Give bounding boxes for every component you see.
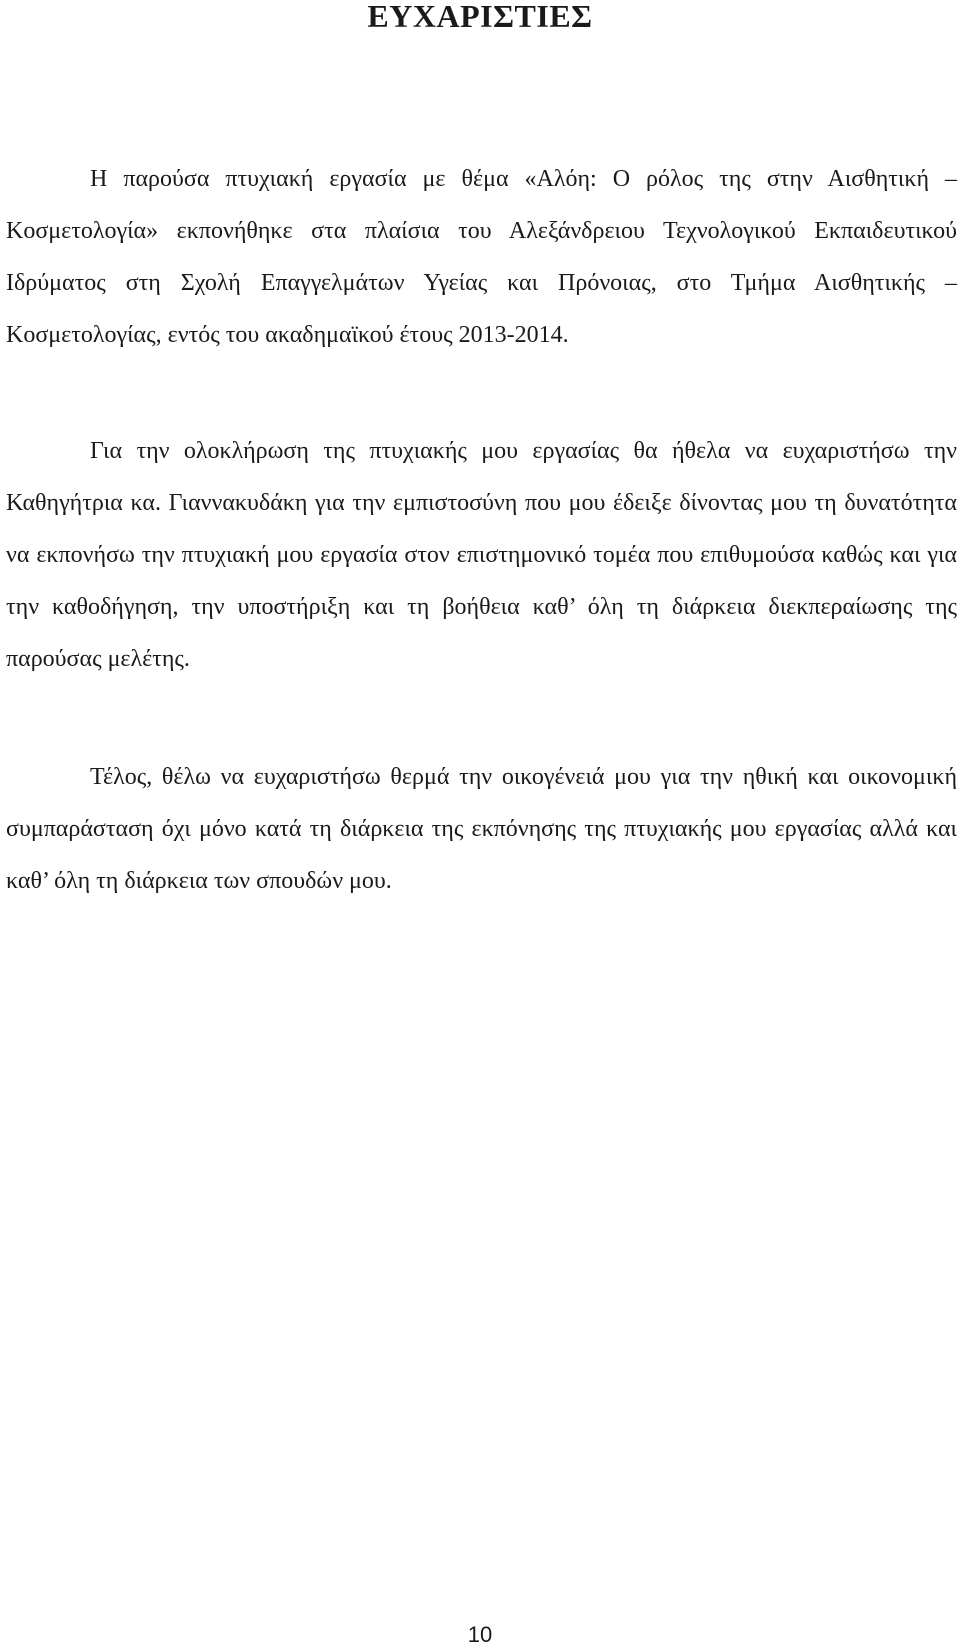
- paragraph-1: Η παρούσα πτυχιακή εργασία με θέμα «Αλόη: Ο ρόλος της στην Αισθητική – Κοσμετολογία» εκπονήθηκε στα πλαίσια του Αλεξάνδρειου Τεχνολογικού Εκπαιδευτικού Ιδρύματος στη Σχολή Επαγγελμάτων Υγείας και Πρόνοιας, στο Τμήμα Αισθητικής – Κοσμετολογίας, εντός του ακαδημαϊκού έτους 2013-2014.: [6, 166, 957, 348]
- paragraph-2: Για την ολοκλήρωση της πτυχιακής μου εργασίας θα ήθελα να ευχαριστήσω την Καθηγήτρια κα. Γιαννακυδάκη για την εμπιστοσύνη που μου έδειξε δίνοντας μου τη δυνατότητα να εκπονήσω την πτυχιακή μου εργασία στον επιστημονικό τομέα που επιθυμούσα καθώς και για την καθοδήγηση, την υποστήριξη και τη βοήθεια καθ’ όλη τη διάρκεια διεκπεραίωσης της παρούσας μελέτης.: [6, 438, 957, 672]
- page-title: ΕΥΧΑΡΙΣΤΙΕΣ: [367, 0, 593, 34]
- page-number: 10: [467, 1622, 493, 1647]
- paragraph-3: Τέλος, θέλω να ευχαριστήσω θερμά την οικογένειά μου για την ηθική και οικονομική συμπαράσταση όχι μόνο κατά τη διάρκεια της εκπόνησης της πτυχιακής μου εργασίας αλλά και καθ’ όλη τη διάρκεια των σπουδών μου.: [6, 764, 957, 894]
- paragraph-2-block: [6, 425, 957, 685]
- paragraph-1-block: [6, 153, 957, 361]
- paragraph-3-block: [6, 751, 957, 907]
